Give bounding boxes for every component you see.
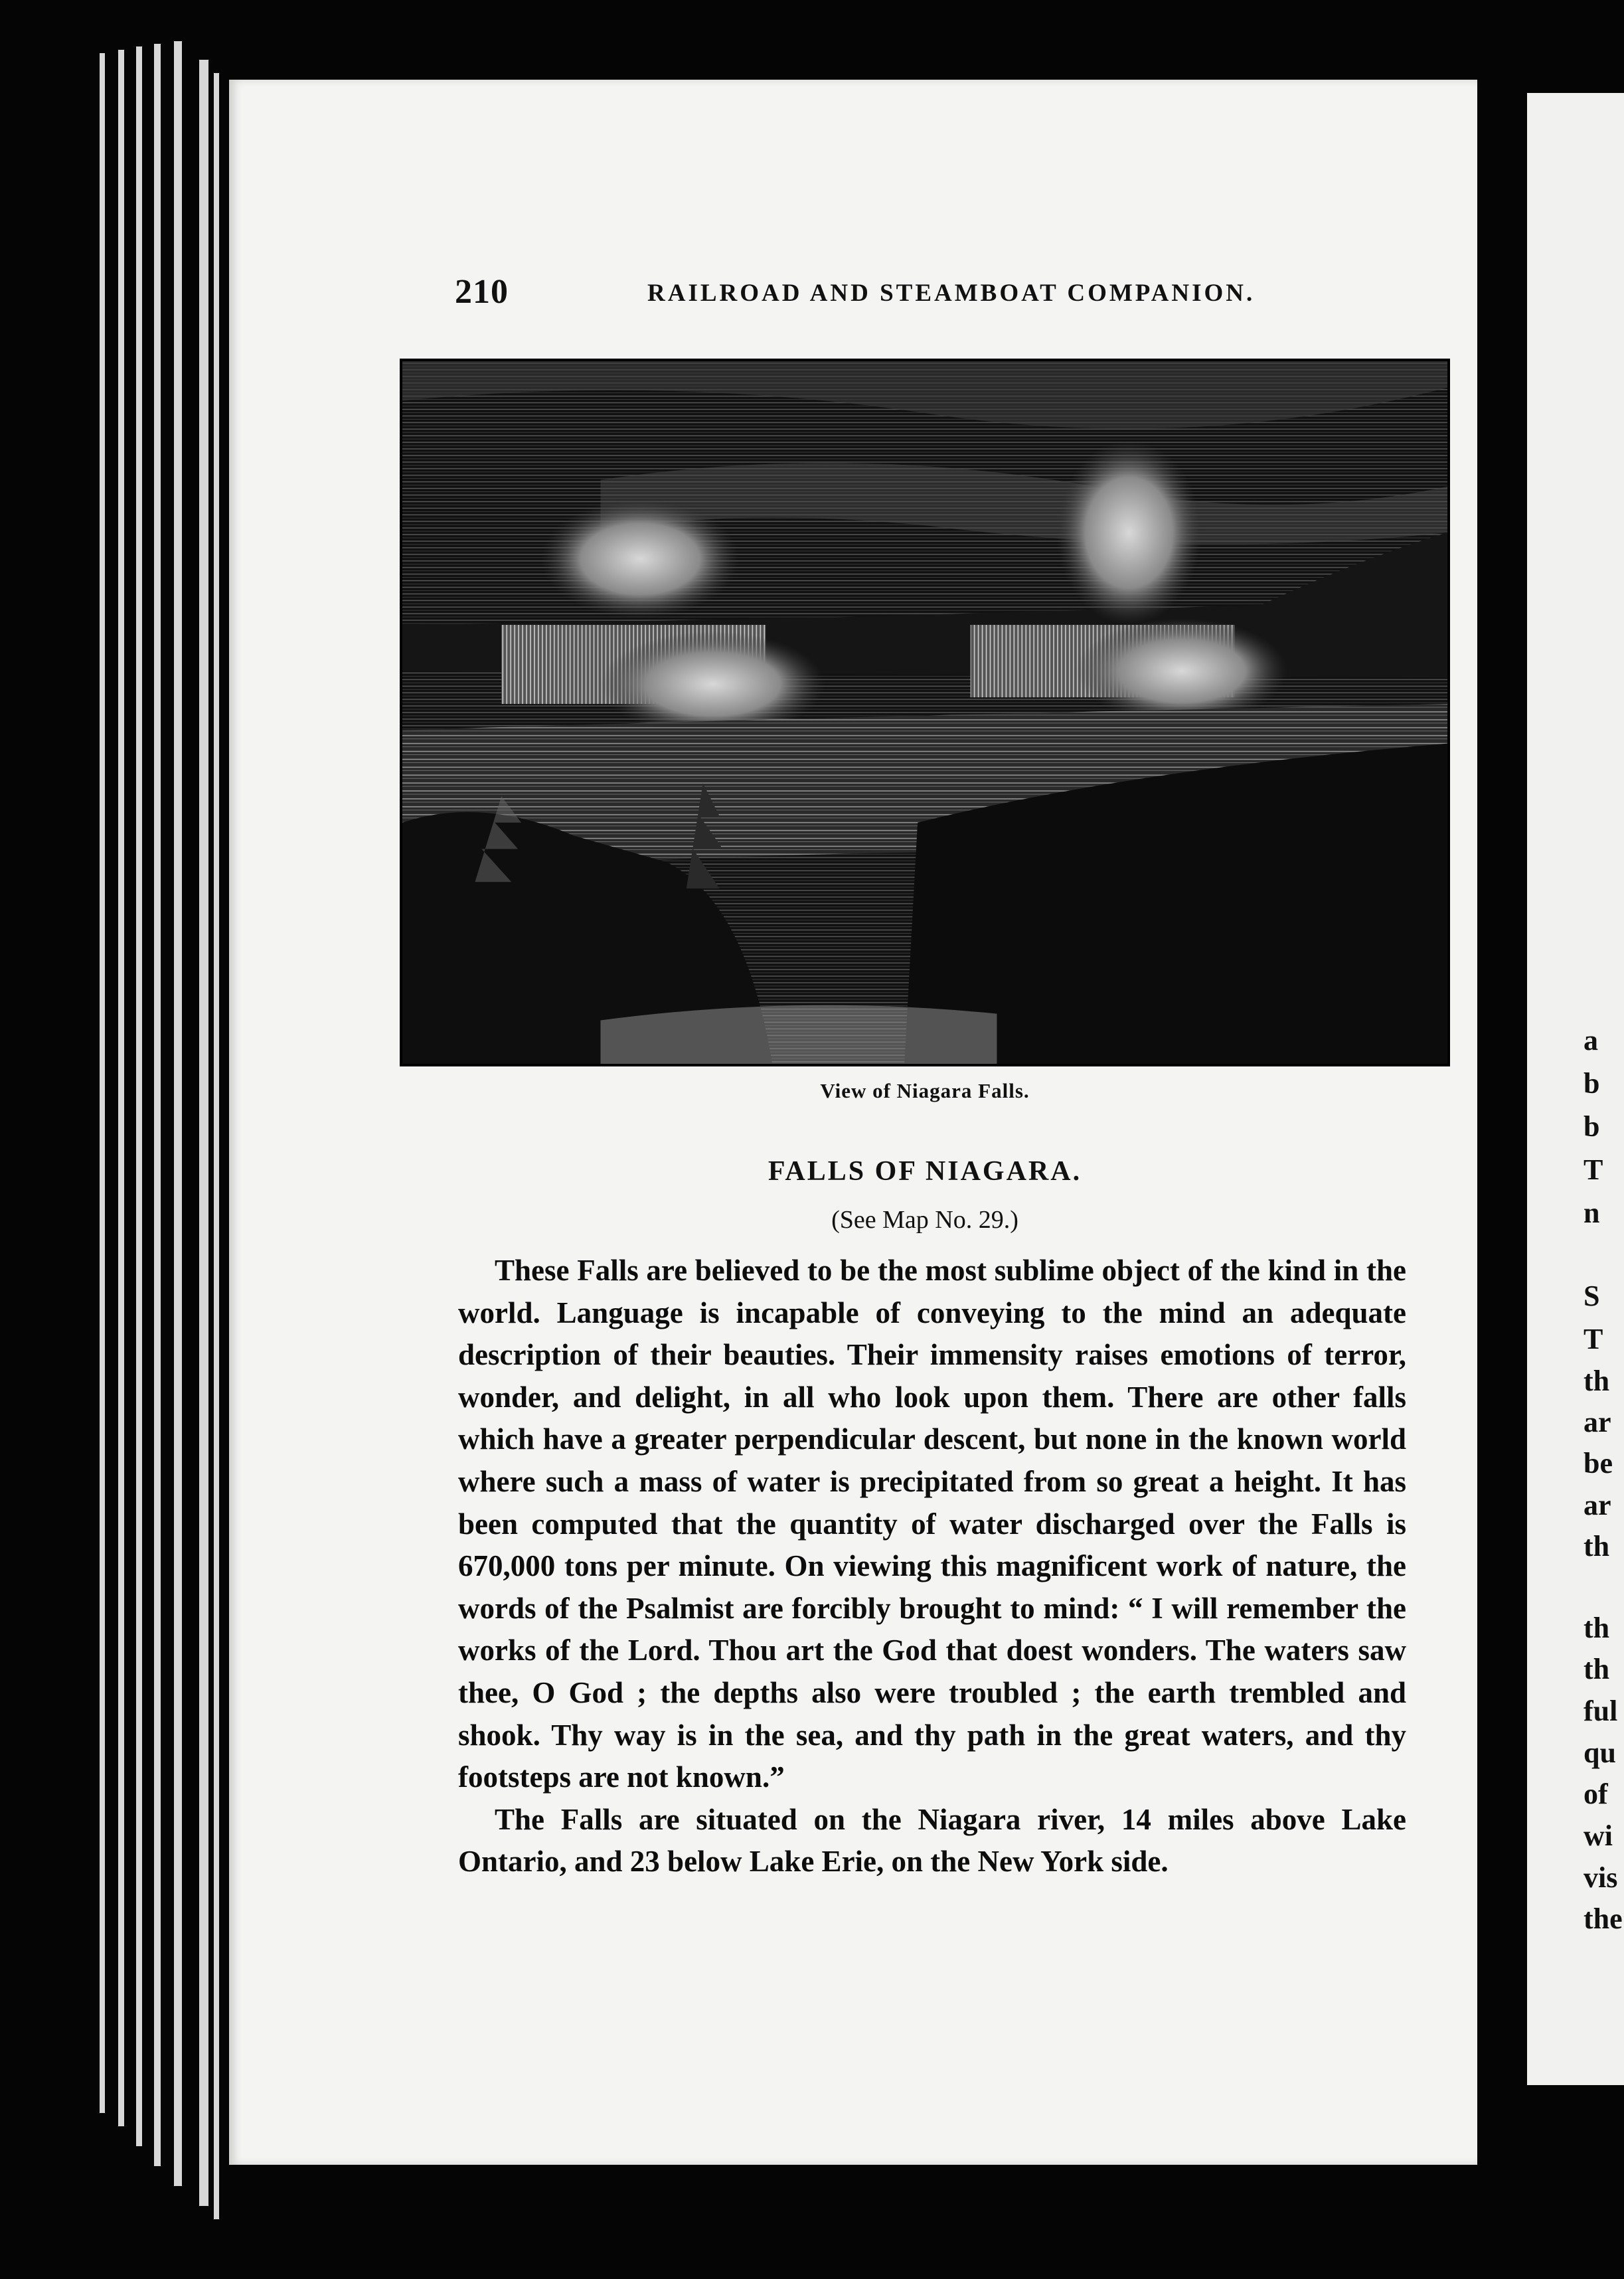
facing-fragment: a (1583, 1024, 1598, 1056)
page-number: 210 (455, 273, 509, 311)
page-edge (214, 73, 219, 2219)
facing-fragment: b (1583, 1110, 1600, 1143)
facing-fragment: vis (1583, 1861, 1618, 1894)
facing-fragment: the (1583, 1902, 1623, 1935)
page-edge (154, 44, 161, 2166)
page-edge (174, 41, 182, 2186)
facing-fragment: n (1583, 1197, 1600, 1229)
facing-fragment: wi (1583, 1819, 1613, 1852)
engraving-illustration (402, 361, 1447, 1064)
niagara-falls-engraving (400, 359, 1450, 1066)
body-paragraph: These Falls are believed to be the most sublime object of the kind in the world. Language is incapable of conveying to the mind an adequate description of their beauties. Their immensity raises emotions of terror, wonder, and delight, in all who look upon them. There are other falls which have a greater perpendicular descent, but none in the known world where such a mass of water is precipitated from so great a height. It has been computed that the quantity of water discharged over the Falls is 670,000 tons per minute. On viewing this magnificent work of nature, the words of the Psalmist are forcibly brought to mind: “ I will remember the works of the Lord. Thou art the God that doest wonders. The waters saw thee, O God ; the depths also were troubled ; the earth trembled and shook. Thy way is in the sea, and thy path in the great waters, and thy footsteps are not known.” (458, 1254, 1406, 1794)
page-edge (100, 53, 105, 2113)
facing-fragment: th (1583, 1365, 1610, 1397)
facing-fragment: ar (1583, 1406, 1611, 1438)
page-edge (118, 50, 124, 2126)
facing-fragment: b (1583, 1067, 1600, 1100)
facing-page (1527, 93, 1624, 2085)
facing-fragment: th (1583, 1653, 1610, 1685)
facing-fragment: be (1583, 1447, 1613, 1479)
facing-fragment: th (1583, 1530, 1610, 1562)
facing-fragment: qu (1583, 1736, 1616, 1769)
facing-fragment: ar (1583, 1489, 1611, 1521)
article-heading: FALLS OF NIAGARA. (768, 1156, 1082, 1187)
facing-fragment: of (1583, 1778, 1608, 1810)
map-reference: (See Map No. 29.) (831, 1206, 1018, 1234)
page-edge (199, 60, 208, 2206)
facing-fragment: th (1583, 1612, 1610, 1644)
figure-caption: View of Niagara Falls. (820, 1079, 1030, 1102)
facing-fragment: ful (1583, 1695, 1618, 1727)
facing-fragment: T (1583, 1153, 1603, 1186)
running-title: RAILROAD AND STEAMBOAT COMPANION. (647, 280, 1256, 307)
page-edge (136, 46, 142, 2146)
facing-fragment: S (1583, 1280, 1600, 1312)
article-body (458, 1250, 1406, 1883)
facing-fragment: T (1583, 1323, 1603, 1355)
body-paragraph: The Falls are situated on the Niagara river, 14 miles above Lake Ontario, and 23 below Lake Erie, on the New York side. (458, 1802, 1406, 1879)
page-header (455, 272, 1278, 319)
